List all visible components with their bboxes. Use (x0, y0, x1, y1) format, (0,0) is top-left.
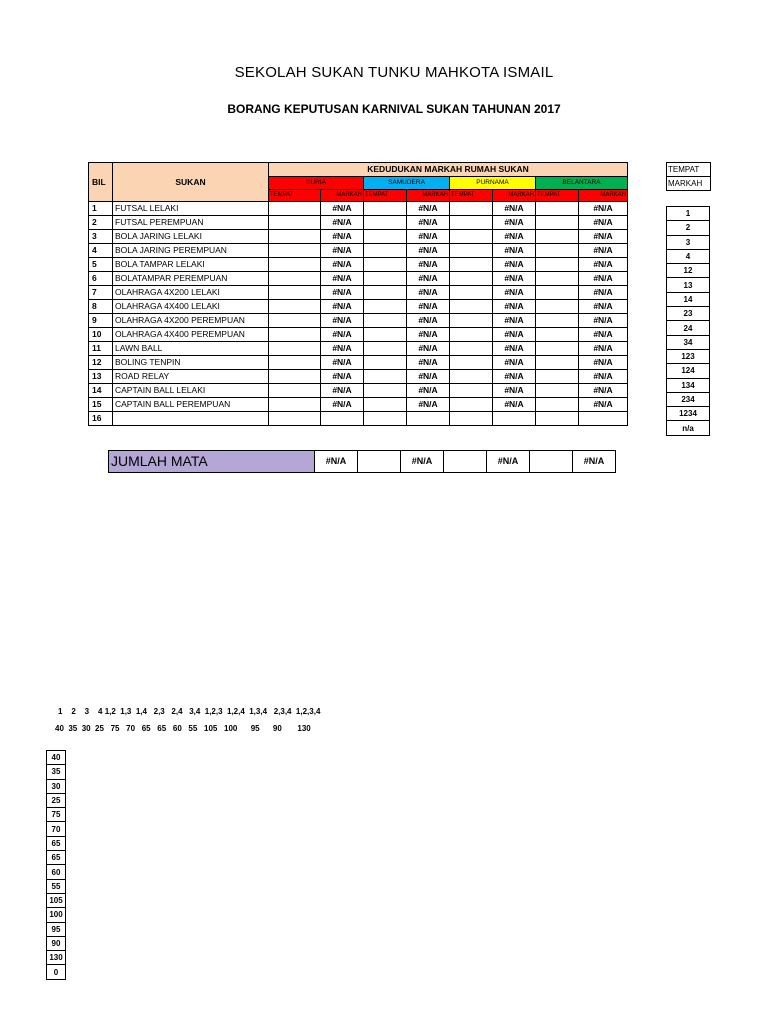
sport-name[interactable]: LAWN BALL (113, 342, 269, 356)
tempat-cell[interactable] (269, 370, 321, 384)
header-sukan: SUKAN (113, 163, 269, 202)
house-belantara: BELANTARA (536, 177, 628, 190)
markah-cell: #N/A (493, 286, 536, 300)
reference-cell: 134 (667, 378, 710, 392)
table-row (89, 384, 628, 398)
reference-cell: 14 (667, 292, 710, 306)
table-row (89, 342, 628, 356)
table-row (89, 202, 628, 216)
tempat-cell[interactable] (450, 370, 493, 384)
tempat-cell[interactable] (450, 356, 493, 370)
sub-markah: MARKAH (321, 190, 364, 202)
table-row (89, 300, 628, 314)
sport-name[interactable]: FUTSAL LELAKI (113, 202, 269, 216)
total-gap (444, 451, 487, 473)
markah-cell (493, 412, 536, 426)
markah-cell: #N/A (321, 258, 364, 272)
row-number: 12 (89, 356, 113, 370)
sport-name[interactable]: BOLA JARING PEREMPUAN (113, 244, 269, 258)
markah-cell: #N/A (493, 300, 536, 314)
tempat-cell[interactable] (269, 342, 321, 356)
markah-cell (407, 412, 450, 426)
points-cell: 55 (47, 879, 66, 893)
tempat-cell[interactable] (450, 216, 493, 230)
ref-head-markah: MARKAH (667, 177, 711, 191)
reference-header (666, 162, 711, 191)
markah-cell: #N/A (321, 370, 364, 384)
row-number: 4 (89, 244, 113, 258)
points-cell: 0 (47, 965, 66, 979)
tempat-cell[interactable] (269, 314, 321, 328)
tempat-cell[interactable] (536, 286, 579, 300)
tempat-cell[interactable] (450, 272, 493, 286)
markah-cell: #N/A (579, 328, 628, 342)
markah-cell: #N/A (579, 370, 628, 384)
row-number: 3 (89, 230, 113, 244)
tempat-cell[interactable] (450, 258, 493, 272)
markah-cell: #N/A (407, 230, 450, 244)
sport-name[interactable]: CAPTAIN BALL PEREMPUAN (113, 398, 269, 412)
tempat-cell[interactable] (450, 384, 493, 398)
reference-cell: n/a (667, 421, 710, 435)
tempat-cell[interactable] (450, 342, 493, 356)
total-gap (530, 451, 573, 473)
tempat-cell[interactable] (364, 384, 407, 398)
tempat-cell[interactable] (536, 272, 579, 286)
reference-cell: 34 (667, 335, 710, 349)
tempat-cell[interactable] (450, 300, 493, 314)
school-title: SEKOLAH SUKAN TUNKU MAHKOTA ISMAIL (234, 64, 554, 81)
markah-cell: #N/A (493, 244, 536, 258)
tempat-cell[interactable] (269, 258, 321, 272)
points-cell: 70 (47, 822, 66, 836)
markah-cell: #N/A (493, 328, 536, 342)
tempat-cell[interactable] (536, 384, 579, 398)
tempat-cell[interactable] (269, 286, 321, 300)
tempat-cell[interactable] (536, 356, 579, 370)
points-cell: 130 (47, 951, 66, 965)
sport-name[interactable]: OLAHRAGA 4X400 LELAKI (113, 300, 269, 314)
reference-cell: 1234 (667, 407, 710, 421)
markah-cell (579, 412, 628, 426)
markah-cell: #N/A (407, 370, 450, 384)
markah-cell: #N/A (579, 216, 628, 230)
sport-name[interactable]: BOLA TAMPAR LELAKI (113, 258, 269, 272)
reference-cell: 2 (667, 221, 710, 235)
total-belantara: #N/A (573, 451, 616, 473)
markah-cell: #N/A (493, 356, 536, 370)
total-label: JUMLAH MATA (109, 451, 315, 473)
tempat-cell[interactable] (269, 384, 321, 398)
table-row (89, 314, 628, 328)
markah-cell: #N/A (407, 328, 450, 342)
points-cell: 100 (47, 908, 66, 922)
markah-cell: #N/A (321, 272, 364, 286)
results-table (88, 162, 628, 426)
tempat-cell[interactable] (536, 216, 579, 230)
tempat-cell[interactable] (536, 314, 579, 328)
tempat-cell[interactable] (364, 370, 407, 384)
markah-cell: #N/A (493, 314, 536, 328)
points-labels: 40 35 30 25 75 70 65 65 60 55 105 100 95 90 130 (55, 724, 311, 733)
table-row (89, 398, 628, 412)
tempat-cell[interactable] (536, 202, 579, 216)
tempat-cell[interactable] (269, 398, 321, 412)
markah-cell: #N/A (407, 314, 450, 328)
markah-cell: #N/A (493, 342, 536, 356)
row-number: 11 (89, 342, 113, 356)
tempat-cell[interactable] (536, 370, 579, 384)
points-cell: 90 (47, 936, 66, 950)
markah-cell: #N/A (407, 342, 450, 356)
tempat-cell[interactable] (536, 300, 579, 314)
total-samudera: #N/A (401, 451, 444, 473)
table-row (89, 286, 628, 300)
reference-cell: 1 (667, 207, 710, 221)
tempat-cell[interactable] (364, 356, 407, 370)
table-row (89, 272, 628, 286)
reference-cell: 234 (667, 392, 710, 406)
markah-cell: #N/A (579, 300, 628, 314)
row-number: 9 (89, 314, 113, 328)
markah-cell: #N/A (407, 384, 450, 398)
markah-cell: #N/A (579, 272, 628, 286)
markah-cell: #N/A (493, 272, 536, 286)
sub-markah: MARKAH (407, 190, 450, 202)
form-title: BORANG KEPUTUSAN KARNIVAL SUKAN TAHUNAN 2017 (227, 102, 561, 116)
tempat-cell[interactable] (450, 286, 493, 300)
markah-cell: #N/A (407, 300, 450, 314)
row-number: 6 (89, 272, 113, 286)
tempat-cell[interactable] (536, 258, 579, 272)
sport-name[interactable]: FUTSAL PEREMPUAN (113, 216, 269, 230)
markah-cell: #N/A (407, 286, 450, 300)
row-number: 8 (89, 300, 113, 314)
markah-cell: #N/A (493, 230, 536, 244)
tempat-cell[interactable] (364, 244, 407, 258)
tempat-cell[interactable] (364, 216, 407, 230)
points-cell: 95 (47, 922, 66, 936)
table-row (89, 328, 628, 342)
sport-name[interactable]: BOLING TENPIN (113, 356, 269, 370)
markah-cell: #N/A (321, 384, 364, 398)
markah-cell: #N/A (407, 356, 450, 370)
tempat-cell[interactable] (450, 398, 493, 412)
row-number: 15 (89, 398, 113, 412)
table-row (89, 230, 628, 244)
markah-cell: #N/A (321, 398, 364, 412)
points-cell: 30 (47, 779, 66, 793)
markah-cell: #N/A (321, 202, 364, 216)
sub-tempat: TEMPAT (364, 190, 407, 202)
reference-cell: 4 (667, 249, 710, 263)
markah-cell: #N/A (579, 342, 628, 356)
tempat-cell[interactable] (269, 230, 321, 244)
tempat-cell[interactable] (536, 244, 579, 258)
tempat-cell[interactable] (450, 244, 493, 258)
markah-cell: #N/A (579, 384, 628, 398)
reference-cell: 3 (667, 235, 710, 249)
row-number: 10 (89, 328, 113, 342)
markah-cell: #N/A (407, 202, 450, 216)
tempat-cell[interactable] (269, 272, 321, 286)
tempat-cell[interactable] (364, 342, 407, 356)
sport-name[interactable]: OLAHRAGA 4X200 PEREMPUAN (113, 314, 269, 328)
markah-cell: #N/A (407, 398, 450, 412)
reference-cell: 124 (667, 364, 710, 378)
reference-cell: 13 (667, 278, 710, 292)
points-cell: 35 (47, 765, 66, 779)
tempat-cell[interactable] (269, 202, 321, 216)
tempat-cell[interactable] (536, 230, 579, 244)
markah-cell: #N/A (321, 286, 364, 300)
tempat-cell[interactable] (364, 328, 407, 342)
points-cell: 65 (47, 851, 66, 865)
table-row (89, 356, 628, 370)
markah-cell: #N/A (321, 216, 364, 230)
tempat-cell[interactable] (364, 300, 407, 314)
markah-cell: #N/A (407, 258, 450, 272)
tempat-cell[interactable] (364, 286, 407, 300)
tempat-cell[interactable] (536, 342, 579, 356)
ref-head-tempat: TEMPAT (667, 163, 711, 177)
markah-cell: #N/A (493, 258, 536, 272)
tempat-cell[interactable] (364, 258, 407, 272)
markah-cell: #N/A (407, 244, 450, 258)
row-number: 1 (89, 202, 113, 216)
markah-cell: #N/A (493, 384, 536, 398)
tempat-cell[interactable] (269, 244, 321, 258)
tempat-cell[interactable] (450, 202, 493, 216)
sub-markah: MARKAH (579, 190, 628, 202)
markah-cell: #N/A (321, 300, 364, 314)
markah-cell: #N/A (579, 258, 628, 272)
markah-cell: #N/A (579, 230, 628, 244)
points-cell: 65 (47, 836, 66, 850)
markah-cell: #N/A (493, 370, 536, 384)
tempat-cell[interactable] (450, 412, 493, 426)
sub-markah: MARKAH (493, 190, 536, 202)
total-table (108, 450, 665, 473)
markah-cell: #N/A (407, 272, 450, 286)
markah-cell: #N/A (407, 216, 450, 230)
total-gap (358, 451, 401, 473)
sub-tempat: TEMPAT (450, 190, 493, 202)
sport-name[interactable]: ROAD RELAY (113, 370, 269, 384)
tempat-cell[interactable] (364, 412, 407, 426)
row-number: 5 (89, 258, 113, 272)
tempat-cell[interactable] (364, 398, 407, 412)
tempat-cell[interactable] (269, 356, 321, 370)
markah-cell: #N/A (579, 286, 628, 300)
tempat-cell[interactable] (536, 412, 579, 426)
markah-cell: #N/A (493, 216, 536, 230)
markah-cell: #N/A (321, 328, 364, 342)
points-cell: 25 (47, 793, 66, 807)
tempat-cell[interactable] (536, 398, 579, 412)
table-row (89, 370, 628, 384)
sport-name[interactable] (113, 412, 269, 426)
row-number: 7 (89, 286, 113, 300)
reference-cell: 23 (667, 307, 710, 321)
markah-cell: #N/A (493, 202, 536, 216)
tempat-cell[interactable] (364, 314, 407, 328)
markah-cell: #N/A (321, 314, 364, 328)
combination-labels: 1 2 3 4 1,2 1,3 1,4 2,3 2,4 3,4 1,2,3 1,2,4 1,3,4 2,3,4 1,2,3,4 (58, 707, 321, 716)
table-row (89, 244, 628, 258)
house-purnama: PURNAMA (450, 177, 536, 190)
row-number: 2 (89, 216, 113, 230)
points-cell: 60 (47, 865, 66, 879)
points-cell: 75 (47, 808, 66, 822)
row-number: 14 (89, 384, 113, 398)
markah-cell: #N/A (579, 202, 628, 216)
tempat-cell[interactable] (450, 230, 493, 244)
reference-table (666, 206, 710, 436)
tempat-cell[interactable] (269, 216, 321, 230)
markah-cell: #N/A (321, 342, 364, 356)
markah-cell: #N/A (579, 356, 628, 370)
markah-cell: #N/A (579, 314, 628, 328)
markah-cell: #N/A (321, 244, 364, 258)
header-group: KEDUDUKAN MARKAH RUMAH SUKAN (269, 163, 628, 177)
header-bil: BIL (89, 163, 113, 202)
sport-name[interactable]: BOLA JARING LELAKI (113, 230, 269, 244)
reference-cell: 24 (667, 321, 710, 335)
markah-cell: #N/A (321, 230, 364, 244)
tempat-cell[interactable] (269, 412, 321, 426)
sub-tempat: TEMPAT (269, 190, 321, 202)
markah-cell: #N/A (493, 398, 536, 412)
tempat-cell[interactable] (364, 272, 407, 286)
table-row (89, 412, 628, 426)
row-number: 13 (89, 370, 113, 384)
total-purnama: #N/A (487, 451, 530, 473)
tempat-cell[interactable] (450, 328, 493, 342)
tempat-cell[interactable] (364, 230, 407, 244)
house-samudera: SAMUDERA (364, 177, 450, 190)
tempat-cell[interactable] (364, 202, 407, 216)
reference-cell: 12 (667, 264, 710, 278)
row-number: 16 (89, 412, 113, 426)
sport-name[interactable]: OLAHRAGA 4X400 PEREMPUAN (113, 328, 269, 342)
markah-cell: #N/A (579, 398, 628, 412)
sub-tempat: TEMPAT (536, 190, 579, 202)
table-row (89, 216, 628, 230)
points-column (46, 750, 66, 980)
markah-cell: #N/A (321, 356, 364, 370)
tempat-cell[interactable] (269, 328, 321, 342)
points-cell: 105 (47, 893, 66, 907)
sport-name[interactable]: OLAHRAGA 4X200 LELAKI (113, 286, 269, 300)
table-row (89, 258, 628, 272)
reference-cell: 123 (667, 349, 710, 363)
house-suria: SURIA (269, 177, 364, 190)
sport-name[interactable]: BOLATAMPAR PEREMPUAN (113, 272, 269, 286)
markah-cell: #N/A (579, 244, 628, 258)
total-suria: #N/A (315, 451, 358, 473)
sport-name[interactable]: CAPTAIN BALL LELAKI (113, 384, 269, 398)
tempat-cell[interactable] (269, 300, 321, 314)
markah-cell (321, 412, 364, 426)
tempat-cell[interactable] (536, 328, 579, 342)
tempat-cell[interactable] (450, 314, 493, 328)
points-cell: 40 (47, 751, 66, 765)
